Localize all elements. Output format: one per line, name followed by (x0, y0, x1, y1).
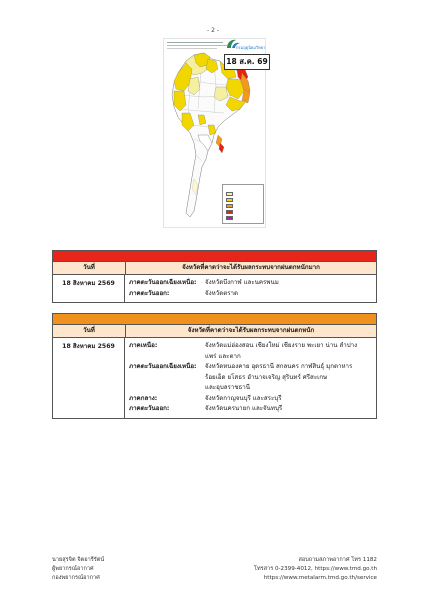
region-row (129, 404, 372, 415)
region-label: ภาคตะวันออกเฉียงเหนือ: (129, 279, 197, 286)
region-row (129, 394, 372, 405)
row-date: 18 สิงหาคม 2569 (53, 338, 125, 418)
map-date-badge: 18 ส.ค. 69 (224, 54, 270, 70)
footer-signature (52, 556, 104, 583)
legend-row (226, 192, 262, 196)
tmd-logo-icon (224, 37, 266, 51)
province-line: แพร่ และตาก (205, 352, 241, 360)
table-row (53, 337, 376, 418)
legend-row (226, 216, 262, 220)
province-list: จังหวัดกาญจนบุรี และสระบุรี (205, 394, 282, 402)
table-header (53, 261, 376, 274)
header-date: วันที่ (53, 325, 126, 337)
map-legend (222, 184, 264, 224)
province-list (205, 362, 372, 394)
row-details (125, 338, 376, 418)
legend-swatch-purple (226, 216, 233, 220)
row-date: 18 สิงหาคม 2569 (53, 275, 125, 302)
table-header (53, 324, 376, 337)
severity-bar-orange (53, 314, 376, 324)
legend-swatch-orange (226, 204, 233, 208)
forecaster-division: กองพยากรณ์อากาศ (52, 575, 100, 581)
province-line: จังหวัดแม่ฮ่องสอน เชียงใหม่ เชียงราย พะเยา น่าน ลำปาง (205, 342, 358, 349)
legend-swatch-yellow (226, 198, 233, 202)
province-list: จังหวัดบึงกาฬ และนครพนม (205, 279, 279, 286)
region-row (129, 278, 372, 289)
legend-swatch-light-yellow (226, 192, 233, 196)
table-row (53, 274, 376, 302)
forecaster-title: ผู้พยากรณ์อากาศ (52, 566, 94, 572)
severity-bar-red (53, 251, 376, 261)
region-label: ภาคเหนือ: (129, 342, 158, 349)
header-date: วันที่ (53, 262, 126, 274)
contact-fax-website[interactable]: โทรสาร 0-2399-4012, https://www.tmd.go.th (253, 566, 377, 572)
legend-row (226, 204, 262, 208)
header-description: จังหวัดที่คาดว่าจะได้รับผลกระทบจากฝนตกหนัก (187, 327, 315, 334)
region-label: ภาคตะวันออก: (129, 405, 170, 412)
row-details (125, 275, 376, 302)
logo-text: กรมอุตุนิยมวิทยา (236, 45, 266, 50)
legend-swatch-red (226, 210, 233, 214)
region-label: ภาคตะวันออก: (129, 289, 170, 297)
province-line: และอุบลราชธานี (205, 384, 251, 391)
province-line: ร้อยเอ็ด ยโสธร อำนาจเจริญ สุรินทร์ ศรีสะเกษ (205, 373, 328, 381)
region-row (129, 289, 372, 300)
province-list: จังหวัดนครนายก และจันทบุรี (205, 405, 283, 412)
province-list (205, 341, 372, 362)
region-row (129, 341, 372, 362)
heavy-rain-table (52, 313, 377, 419)
legend-row (226, 198, 262, 202)
region-label: ภาคตะวันออกเฉียงเหนือ: (129, 363, 197, 370)
region-row (129, 362, 372, 394)
region-label: ภาคกลาง: (129, 394, 158, 402)
legend-title (225, 186, 226, 190)
forecaster-name: นายสุรจิต จิตอารีรัตน์ (52, 557, 105, 563)
contact-phone: สอบถามสภาพอากาศ โทร 1182 (298, 557, 377, 563)
very-heavy-rain-table (52, 250, 377, 303)
footer-contact (254, 556, 377, 583)
contact-service-link[interactable]: https://www.metalarm.tmd.go.th/service (263, 575, 377, 581)
header-description: จังหวัดที่คาดว่าจะได้รับผลกระทบจากฝนตกหนักมาก (182, 264, 320, 271)
page-number: - 2 - (207, 27, 219, 34)
legend-row (226, 210, 262, 214)
province-list: จังหวัดตราด (205, 289, 239, 297)
province-line: จังหวัดหนองคาย อุดรธานี สกลนคร กาฬสินธุ์ มุกดาหาร (205, 363, 353, 370)
